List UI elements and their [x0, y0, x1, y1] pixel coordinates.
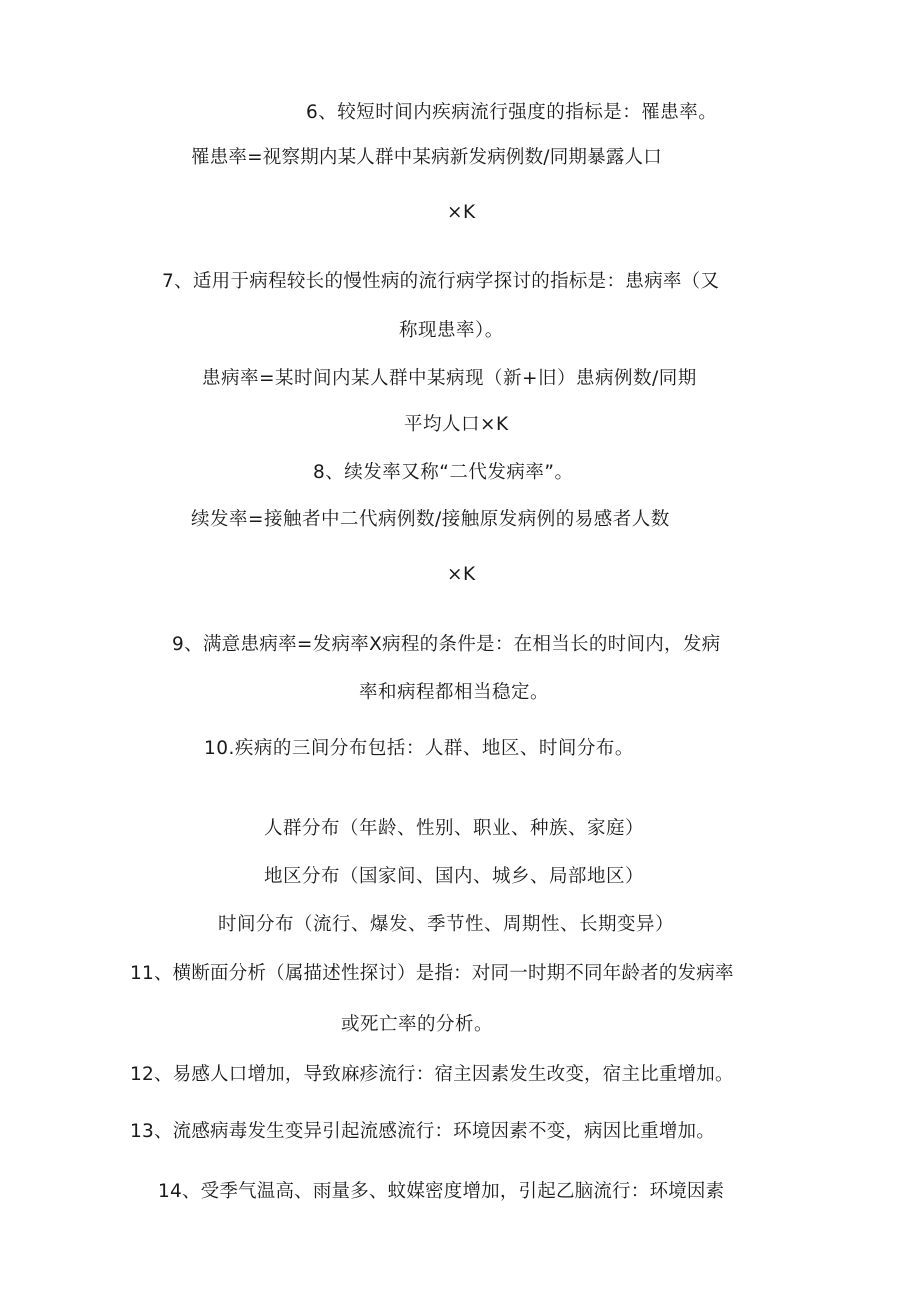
text-line-7-formula: 患病率=某时间内某人群中某病现（新+旧）患病例数/同期: [202, 368, 697, 389]
text-line-10: 10.疾病的三间分布包括：人群、地区、时间分布。: [204, 738, 634, 759]
text-line-11-cont: 或死亡率的分析。: [341, 1014, 494, 1035]
text-line-10-time: 时间分布（流行、爆发、季节性、周期性、长期变异）: [218, 914, 675, 935]
text-line-6: 6、较短时间内疾病流行强度的指标是：罹患率。: [306, 102, 718, 123]
text-line-8: 8、续发率又称“二代发病率”。: [313, 462, 574, 483]
text-line-8-formula: 续发率=接触者中二代病例数/接触原发病例的易感者人数: [191, 509, 670, 530]
text-line-7-cont: 称现患率）。: [399, 320, 504, 341]
text-line-14: 14、受季气温高、雨量多、蚊媒密度增加，引起乙脑流行：环境因素: [158, 1181, 725, 1202]
text-line-11: 11、横断面分析（属描述性探讨）是指：对同一时期不同年龄者的发病率: [130, 963, 734, 984]
text-line-10-population: 人群分布（年龄、性别、职业、种族、家庭）: [264, 818, 645, 839]
text-line-13: 13、流感病毒发生变异引起流感流行：环境因素不变，病因比重增加。: [130, 1121, 715, 1142]
text-line-7: 7、适用于病程较长的慢性病的流行病学探讨的指标是：患病率（又: [162, 271, 720, 292]
text-line-6-k: ×K: [447, 202, 476, 223]
text-line-8-k: ×K: [447, 564, 476, 585]
text-line-9: 9、满意患病率=发病率X病程的条件是：在相当长的时间内，发病: [172, 634, 721, 655]
text-line-6-formula: 罹患率=视察期内某人群中某病新发病例数/同期暴露人口: [191, 147, 662, 168]
text-line-7-k: 平均人口×K: [404, 414, 509, 435]
text-line-10-region: 地区分布（国家间、国内、城乡、局部地区）: [264, 866, 645, 887]
text-line-12: 12、易感人口增加，导致麻疹流行：宿主因素发生改变，宿主比重增加。: [130, 1064, 734, 1085]
text-line-9-cont: 率和病程都相当稳定。: [359, 682, 550, 703]
